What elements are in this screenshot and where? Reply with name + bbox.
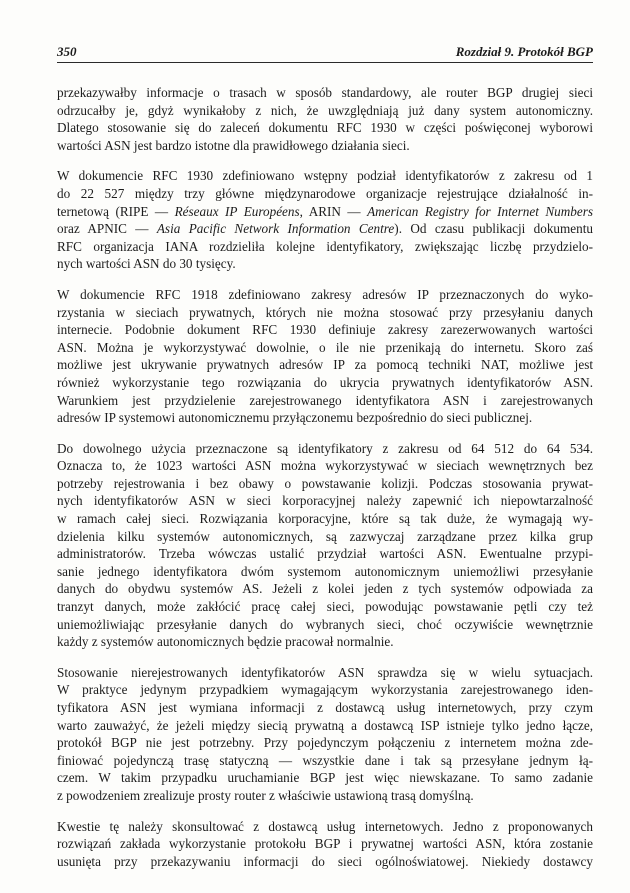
- text-line: rzystania w sieciach prywatnych, których nie można stosować przy przesyłaniu danych: [57, 304, 593, 320]
- text-line: uniemożliwiając przesyłanie danych do wybranych sieci, choć oczywiście wewnętrznie: [57, 616, 593, 632]
- text-line: również wykorzystanie tego rozwiązania do ukrycia prywatnych identyfikatorów ASN.: [57, 374, 593, 390]
- text-line: internecie. Podobnie dokument RFC 1930 definiuje zakresy zarezerwowanych wartości: [57, 322, 593, 338]
- paragraph: [57, 167, 593, 273]
- text-line: wartości ASN jest bardzo istotne dla prawidłowego działania sieci.: [57, 137, 410, 153]
- text-line: W dokumencie RFC 1930 zdefiniowano wstępny podział identyfikatorów z zakresu od 1: [57, 168, 593, 184]
- text-line: w ramach całej sieci. Rozwiązania korporacyjne, które są tak duże, że wymagają wy-: [57, 511, 593, 527]
- text-line: przekazywałby informacje o trasach w sposób standardowy, ale router BGP drugiej sieci: [57, 85, 593, 100]
- running-title: Rozdział 9. Protokół BGP: [455, 44, 593, 59]
- text-line: możliwe jest ukrywanie prywatnych adresów IP za pomocą techniki NAT, możliwe jest: [57, 357, 593, 373]
- text-line: potrzeby rejestrowania i bez obawy o powstawanie kolizji. Podczas stosowania prywat-: [57, 475, 593, 491]
- text-line: dzielenia kilku systemów autonomicznych, są zazwyczaj zarządzane przez kilka grup: [57, 528, 593, 544]
- text-line: W praktyce jedynym przypadkiem wymagającym wykorzystania zarejestrowanego iden-: [57, 682, 593, 698]
- text-line: adresów IP systemowi autonomicznemu przyłączonemu bezpośrednio do sieci publicznej.: [57, 410, 533, 426]
- paragraph: [57, 84, 593, 154]
- text-line: Dlatego stosowanie się do zaleceń dokumentu RFC 1930 w części poświęconej wyborowi: [57, 120, 593, 136]
- text-line: rozwiązań zakłada wykorzystanie protokołu BGP i prywatnej wartości ASN, która zostanie: [57, 836, 593, 852]
- text-line: Kwestie tę należy skonsultować z dostawcą usług internetowych. Jedno z proponowanych: [57, 818, 593, 834]
- text-line: Do dowolnego użycia przeznaczone są identyfikatory z zakresu od 64 512 do 64 534.: [57, 440, 593, 456]
- text-line: tyfikatora ASN jest wymiana informacji z dostawcą usług internetowych, przy czym: [57, 700, 593, 715]
- text-line: odrzucałby je, gdyż wynikałoby z nich, że uwzględniają już dany system autonomiczny.: [57, 102, 593, 118]
- text-line: każdy z systemów autonomicznych będzie pracował normalnie.: [57, 634, 394, 650]
- text-line: Stosowanie nierejestrowanych identyfikatorów ASN sprawdza się w wielu sytuacjach.: [57, 664, 593, 680]
- text-line: tranzyt danych, może zakłócić pracę całej sieci, powodując powstawanie pętli czy też: [57, 599, 593, 615]
- text-line: czem. W takim przypadku uruchamianie BGP jest więc niewskazane. To samo zadanie: [57, 770, 593, 786]
- text-line: ASN. Można je wykorzystywać dowolnie, o ile nie przenikają do internetu. Skoro zaś: [57, 339, 593, 355]
- page-header: [57, 42, 593, 63]
- text-line: danych do obydwu systemów AS. Jeżeli z kolei jeden z tych systemów odpowiada za: [57, 581, 593, 597]
- text-line: Warunkiem jest przydzielenie zarejestrowanego identyfikatora ASN i zarejestrowanych: [57, 392, 593, 408]
- body-text: [57, 84, 593, 870]
- paragraph: [57, 440, 593, 651]
- text-line: protokół BGP nie jest potrzebny. Przy pojedynczym połączeniu z internetem można zde-: [57, 735, 593, 751]
- paragraph: [57, 818, 593, 871]
- text-line: ternetową (RIPE — Réseaux IP Européens, ARIN — American Registry for Internet Numbers: [57, 203, 594, 219]
- paragraph: [57, 664, 593, 805]
- text-line: z powodzeniem zrealizuje prosty router z właściwie ustawioną trasą domyślną.: [57, 787, 474, 803]
- page-number: 350: [57, 44, 77, 59]
- text-line: W dokumencie RFC 1918 zdefiniowano zakresy adresów IP przeznaczonych do wyko-: [57, 286, 593, 302]
- text-line: finiować pojedynczą trasę statyczną — wszystkie dane i tak są przesyłane jednym łą-: [57, 752, 593, 768]
- text-line: nych identyfikatorów ASN w sieci korporacyjnej należy zapewnić ich niepowtarzalność: [57, 493, 593, 509]
- text-line: nych wartości ASN do 30 tysięcy.: [57, 256, 236, 272]
- text-line: do 22 527 między trzy główne międzynarodowe organizacje rejestrujące działalność in-: [57, 185, 593, 201]
- text-line: warto zauważyć, że jeżeli między siecią prywatną a dostawcą ISP istnieje tylko jedno łącze,: [57, 717, 593, 733]
- text-line: administratorów. Trzeba wówczas ustalić przydział wartości ASN. Ewentualne przypi-: [57, 546, 593, 562]
- text-line: RFC organizacja IANA rozdzieliła kolejne identyfikatory, zwiększając liczbę przydzielo-: [57, 238, 593, 254]
- text-line: oraz APNIC — Asia Pacific Network Information Centre). Od czasu publikacji dokumentu: [57, 221, 593, 237]
- text-line: sanie jednego identyfikatora dwóm systemom autonomicznym uniemożliwi przesyłanie: [57, 563, 593, 579]
- paragraph: [57, 286, 593, 427]
- text-line: Oznacza to, że 1023 wartości ASN można wykorzystywać w sieciach wewnętrznych bez: [57, 458, 593, 474]
- text-line: usunięta przy przekazywaniu informacji do sieci ogólnoświatowej. Niekiedy dostawcy: [57, 853, 593, 869]
